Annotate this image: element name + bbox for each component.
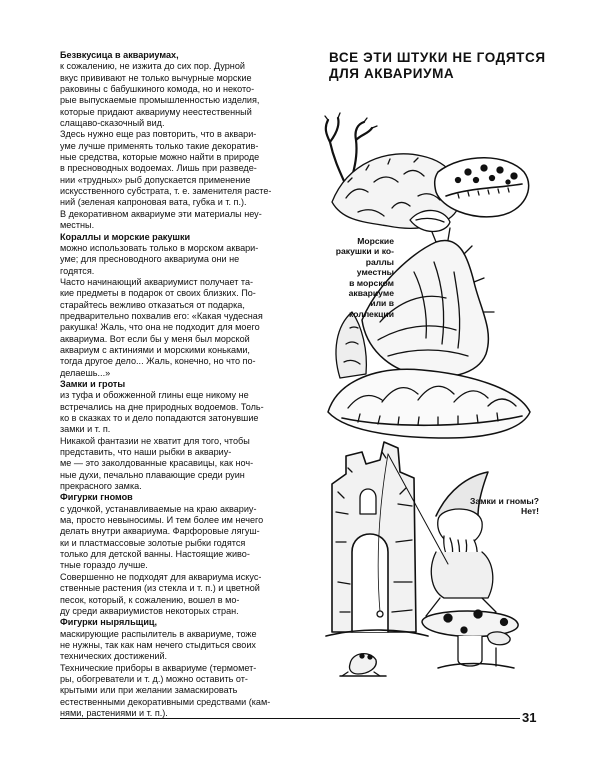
text-line: в пресноводных водоемах. Лишь при разведе- (60, 163, 257, 174)
text-line: искусственного субстрата, т. е. заменителя расте- (60, 186, 272, 197)
text-line: ные духи, печально плавающие среди руин (60, 469, 245, 480)
text-line: местны. (60, 220, 95, 231)
illustration-title (329, 50, 559, 82)
caption-line: Нет! (521, 506, 539, 517)
text-line: старайтесь вежливо отказаться от подарка, (60, 299, 245, 310)
text-line: тные гораздо лучше. (60, 560, 148, 571)
text-line: делать внутри аквариума. Фарфоровые лягуш- (60, 526, 260, 537)
text-line: не нужны, так как нам нечего стыдиться своих (60, 639, 256, 650)
text-line: замки и т. п. (60, 424, 111, 435)
text-line: предварительно похвалив его: «Какая чудесная (60, 310, 263, 321)
decorations-illustration (318, 112, 540, 682)
text-line: песок, который, к сожалению, вошел в мо- (60, 594, 240, 605)
text-line: ственные растения (из стекла и т. п.) и цветной (60, 583, 260, 594)
text-line: ные средства, которые можно найти в природе (60, 152, 260, 163)
rock-shell-cluster-drawing (332, 154, 529, 232)
section-heading: Безвкусица в аквариумах, (60, 50, 179, 60)
text-line: аквариума. Вот если бы у меня был морской (60, 333, 250, 344)
text-line: которые придают аквариуму неестественный (60, 106, 252, 117)
paragraph (60, 629, 302, 663)
text-line: ний (зеленая капроновая вата, губка и т. п.). (60, 197, 247, 208)
section-heading: Замки и гроты (60, 378, 126, 389)
text-line: раковины с бабушкиного комода, но и некото- (60, 84, 255, 95)
caption-line: аквариуме (348, 288, 394, 299)
text-line: Совершенно не подходят для аквариума искус- (60, 571, 262, 582)
paragraph (60, 129, 302, 231)
text-line: встречались на дне природных водоемов. Толь- (60, 401, 264, 412)
text-line: крытыми или при желании замаскировать (60, 685, 238, 696)
castles-gnomes-caption (455, 496, 539, 517)
text-line: уме; для пресноводного аквариума они не (60, 254, 240, 265)
corals-caption (328, 236, 394, 319)
caption-line: раллы уместны (356, 256, 394, 278)
text-line: кие предметы в подарок от своих близких. По- (60, 288, 256, 299)
text-line: В декоративном аквариуме эти материалы неу- (60, 208, 262, 219)
text-line: аквариум с актиниями и морскими коньками, (60, 344, 250, 355)
text-line: рые выпускаемые промышленностью изделия, (60, 95, 260, 106)
text-line: ду среди аквариумистов некоторых стран. (60, 605, 239, 616)
text-line: нями, растениями и т. п.). (60, 707, 168, 718)
caption-line: Замки и гномы? (469, 496, 539, 506)
text-line: с удочкой, устанавливаемые на краю аквариу- (60, 503, 257, 514)
text-line: Здесь нужно еще раз повторить, что в аквари- (60, 129, 257, 140)
text-line: Часто начинающий аквариумист получает та- (60, 276, 254, 287)
text-line: технических достижений. (60, 651, 168, 662)
text-line: ко в сказках то и дело попадаются затонувшие (60, 413, 259, 423)
text-line: прекрасного замка. (60, 481, 142, 492)
caption-line: Морские (357, 236, 394, 246)
text-line: из туфа и обожженной глины еще никому не (60, 390, 249, 401)
paragraph (60, 572, 302, 617)
text-line: ме — это заколдованные красавицы, как ноч- (60, 458, 254, 469)
section-heading: Кораллы и морские ракушки (60, 231, 191, 242)
text-line: к сожалению, не изжита до сих пор. Дурной (60, 61, 245, 72)
text-line: маскирующие распылитель в аквариуме, тоже (60, 628, 257, 639)
page-number: 31 (522, 710, 537, 725)
paragraph (60, 663, 302, 720)
text-line: можно использовать только в морском аквари- (60, 242, 259, 253)
section-heading: Фигурки ныряльщиц, (60, 617, 158, 628)
text-line: слащаво-сказочный вид. (60, 118, 165, 129)
title-line: ДЛЯ АКВАРИУМА (329, 66, 455, 81)
text-line: делаешь...» (60, 367, 111, 378)
text-line: годятся. (60, 265, 95, 276)
text-line: Никакой фантазии не хватит для того, чтобы (60, 435, 250, 446)
caption-line: или в коллекции (349, 298, 394, 319)
text-line: тогда другое дело... Жаль, конечно, но что по- (60, 356, 256, 367)
paragraph (60, 504, 302, 572)
text-line: ки и пластмассовые золотые рыбки годятся (60, 537, 246, 548)
main-text-column (60, 50, 302, 719)
paragraph (60, 277, 302, 379)
section-heading: Фигурки гномов (60, 492, 133, 503)
footer-rule (60, 718, 520, 719)
text-line: Технические приборы в аквариуме (термомет- (60, 662, 257, 673)
caption-line: в морском (349, 277, 394, 288)
text-line: естественными декоративными средствами (кам- (60, 696, 271, 707)
text-line: вкус прививают не только вычурные морские (60, 72, 252, 83)
text-line: ракушка! Жаль, что она не подходит для моего (60, 322, 260, 333)
text-line: ма, просто невыносимы. И тем более им нечего (60, 515, 264, 526)
title-line: ВСЕ ЭТИ ШТУКИ НЕ ГОДЯТСЯ (329, 50, 546, 65)
text-line: ры, обогреватели и т. д.) можно оставить от- (60, 673, 248, 684)
text-line: нии «трудных» рыб допускается применение (60, 174, 251, 185)
text-line: только для детской ванны. Настоящие живо- (60, 549, 250, 560)
frog-figurine-drawing (340, 654, 386, 676)
paragraph (60, 390, 302, 435)
text-line: уме лучше применять только такие декоратив- (60, 140, 259, 151)
caption-line: ракушки и ко- (335, 246, 394, 257)
paragraph (60, 243, 302, 277)
clam-shell-drawing (328, 369, 530, 438)
paragraph (60, 436, 302, 493)
text-line: представить, что наши рыбки в аквариу- (60, 447, 232, 458)
paragraph (60, 61, 302, 129)
castle-ruins-drawing (326, 442, 428, 636)
